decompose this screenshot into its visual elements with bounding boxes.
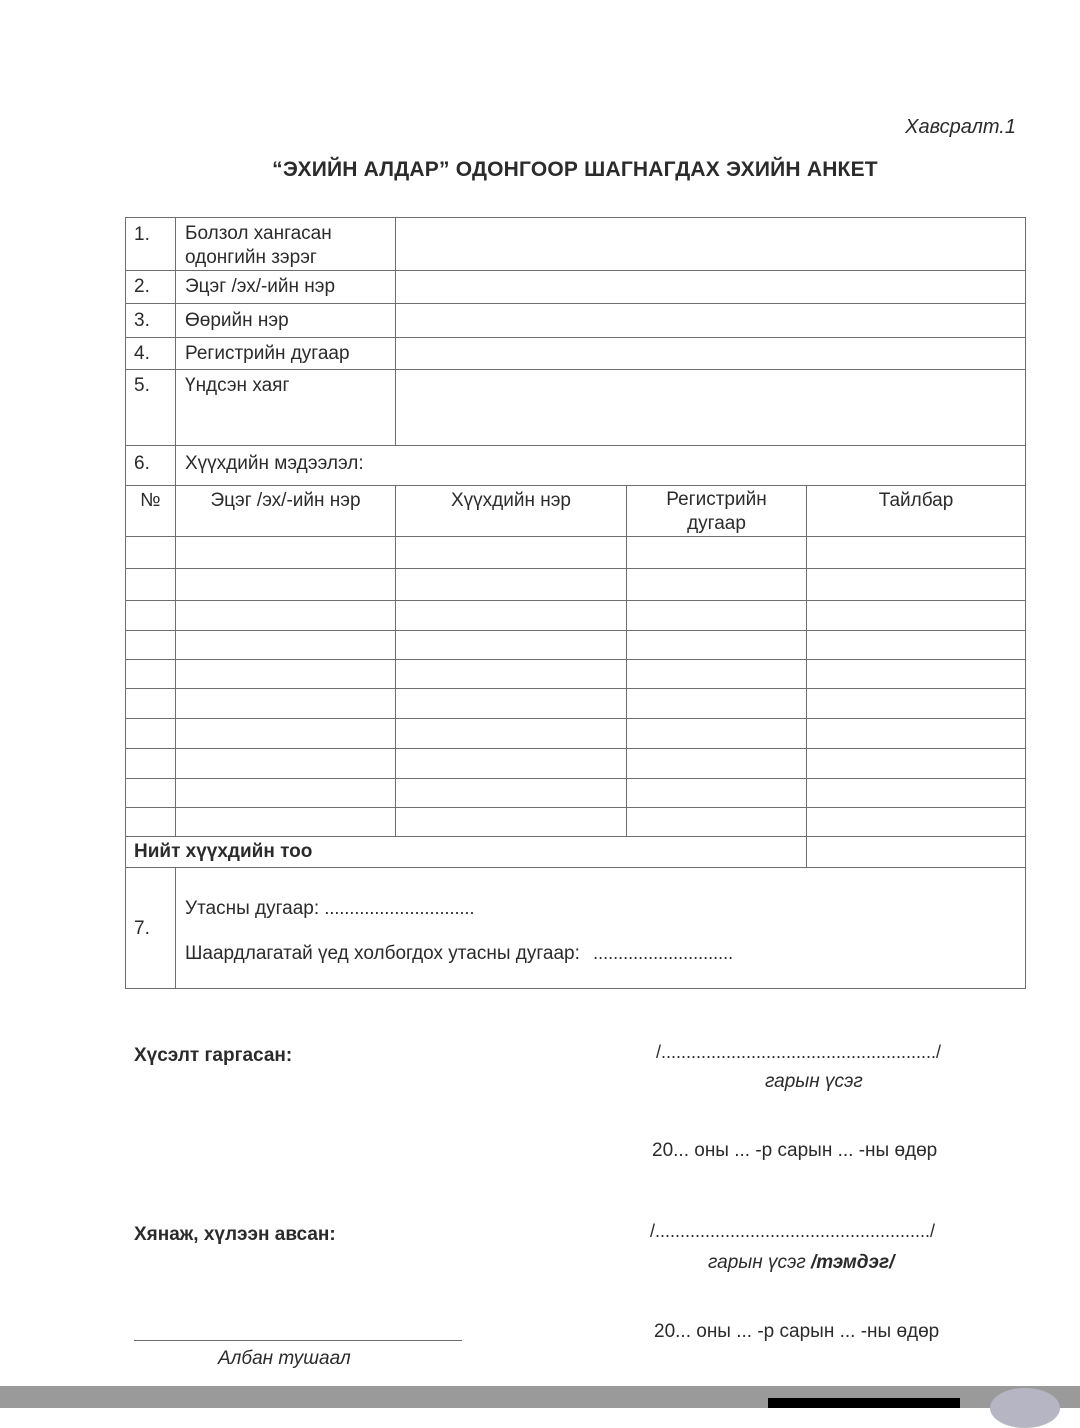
row-1-label-line2: одонгийн зэрэг	[185, 247, 317, 268]
reviewer-caption-normal: гарын үсэг	[708, 1252, 811, 1273]
emergency-phone-input[interactable]: ............................	[593, 943, 734, 963]
appendix-label: Хавсралт.1	[905, 116, 1016, 138]
header-number: №	[140, 490, 161, 511]
row-1-label-line1: Болзол хангасан	[185, 223, 332, 244]
row-3-label: Өөрийн нэр	[185, 310, 289, 331]
row-2-label: Эцэг /эх/-ийн нэр	[185, 276, 336, 297]
row-5-label: Үндсэн хаяг	[185, 375, 290, 396]
reviewer-label: Хянаж, хүлээн авсан:	[134, 1224, 336, 1245]
applicant-label: Хүсэлт гаргасан:	[134, 1045, 293, 1066]
emergency-phone-line	[185, 941, 733, 966]
bottom-black-bar	[768, 1398, 960, 1408]
phone-label: Утасны дугаар:	[185, 898, 320, 919]
reviewer-signature-line[interactable]: /......................................................./	[650, 1221, 936, 1241]
phone-input[interactable]: ..............................	[324, 898, 475, 918]
row-4-number: 4.	[134, 343, 150, 364]
total-children-label: Нийт хүүхдийн тоо	[134, 841, 313, 862]
floating-button[interactable]	[990, 1388, 1060, 1428]
header-note: Тайлбар	[878, 490, 954, 511]
reviewer-caption-stamp: /тэмдэг/	[811, 1252, 895, 1273]
reviewer-signature-caption	[708, 1252, 894, 1274]
official-signature-line[interactable]	[134, 1340, 462, 1341]
reviewer-date: 20... оны ... -р сарын ... -ны өдөр	[654, 1321, 940, 1342]
phone-line	[185, 896, 474, 921]
applicant-signature-line[interactable]: /......................................................./	[656, 1042, 942, 1062]
row-4-label: Регистрийн дугаар	[185, 343, 350, 364]
row-2-value-field[interactable]	[400, 275, 1020, 301]
row-6-label: Хүүхдийн мэдээлэл:	[185, 453, 364, 474]
applicant-signature-caption: гарын үсэг	[765, 1071, 863, 1092]
row-3-number: 3.	[134, 310, 150, 331]
row-1-number: 1.	[134, 224, 150, 245]
official-position-caption: Албан тушаал	[218, 1348, 351, 1369]
row-4-value-field[interactable]	[400, 342, 1020, 368]
row-5-number: 5.	[134, 375, 150, 396]
header-child-name: Хүүхдийн нэр	[450, 490, 571, 511]
row-5-value-field[interactable]	[400, 374, 1020, 440]
row-7-number: 7.	[134, 918, 150, 939]
row-6-number: 6.	[134, 453, 150, 474]
document-title: “ЭХИЙН АЛДАР” ОДОНГООР ШАГНАГДАХ ЭХИЙН АНКЕТ	[272, 158, 878, 181]
header-register-line2: дугаар	[687, 513, 746, 534]
header-parent-name: Эцэг /эх/-ийн нэр	[210, 490, 361, 511]
applicant-date: 20... оны ... -р сарын ... -ны өдөр	[652, 1140, 938, 1161]
row-2-number: 2.	[134, 276, 150, 297]
header-register-line1: Регистрийн	[666, 489, 767, 510]
emergency-phone-label: Шаардлагатай үед холбогдох утасны дугаар:	[185, 943, 580, 964]
row-1-value-field[interactable]	[400, 222, 1020, 266]
row-3-value-field[interactable]	[400, 309, 1020, 335]
